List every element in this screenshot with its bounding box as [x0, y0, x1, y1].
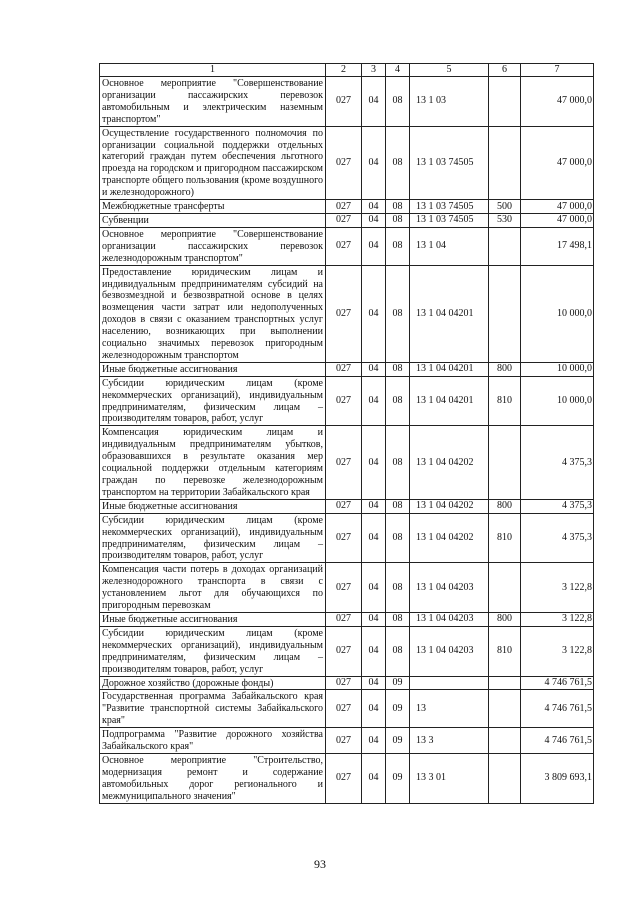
item-name: Иные бюджетные ассигнования	[100, 499, 326, 513]
section-code: 04	[362, 728, 386, 754]
amount: 17 498,1	[521, 227, 594, 265]
section-code: 04	[362, 200, 386, 214]
item-name: Основное мероприятие "Строительство, модернизация ремонт и содержание автомобильных дорог регионального и межмуниципального значения"	[100, 753, 326, 803]
amount: 3 122,8	[521, 612, 594, 626]
amount: 4 746 761,5	[521, 676, 594, 690]
item-name: Дорожное хозяйство (дорожные фонды)	[100, 676, 326, 690]
target-article-code: 13 1 03	[410, 77, 489, 127]
item-name: Субвенции	[100, 213, 326, 227]
amount: 3 122,8	[521, 626, 594, 676]
table-row	[100, 753, 594, 803]
table-row	[100, 426, 594, 499]
section-code: 04	[362, 376, 386, 426]
subsection-code: 08	[386, 499, 410, 513]
expense-type-code: 500	[489, 200, 521, 214]
expense-type-code	[489, 753, 521, 803]
admin-code: 027	[326, 77, 362, 127]
target-article-code: 13 1 04 04202	[410, 426, 489, 499]
table-row	[100, 376, 594, 426]
page-number: 93	[314, 857, 326, 871]
amount: 4 375,3	[521, 499, 594, 513]
table-row	[100, 563, 594, 613]
subsection-code: 08	[386, 626, 410, 676]
table-row	[100, 612, 594, 626]
target-article-code: 13 3	[410, 728, 489, 754]
subsection-code: 08	[386, 227, 410, 265]
amount: 4 746 761,5	[521, 690, 594, 728]
expense-type-code: 800	[489, 499, 521, 513]
expense-type-code: 800	[489, 362, 521, 376]
target-article-code	[410, 676, 489, 690]
subsection-code: 08	[386, 265, 410, 362]
admin-code: 027	[326, 690, 362, 728]
admin-code: 027	[326, 563, 362, 613]
item-name: Подпрограмма "Развитие дорожного хозяйства Забайкальского края"	[100, 728, 326, 754]
target-article-code: 13 1 04 04203	[410, 563, 489, 613]
amount: 4 375,3	[521, 513, 594, 563]
admin-code: 027	[326, 213, 362, 227]
table-row	[100, 200, 594, 214]
table-body	[100, 64, 594, 804]
section-code: 04	[362, 499, 386, 513]
table-row	[100, 265, 594, 362]
amount: 3 809 693,1	[521, 753, 594, 803]
subsection-code: 08	[386, 513, 410, 563]
section-code: 04	[362, 690, 386, 728]
column-header: 1	[100, 64, 326, 77]
section-code: 04	[362, 513, 386, 563]
admin-code: 027	[326, 612, 362, 626]
target-article-code: 13 1 04 04201	[410, 376, 489, 426]
admin-code: 027	[326, 265, 362, 362]
admin-code: 027	[326, 728, 362, 754]
amount: 10 000,0	[521, 362, 594, 376]
header-row	[100, 64, 594, 77]
expense-type-code: 810	[489, 513, 521, 563]
section-code: 04	[362, 426, 386, 499]
subsection-code: 09	[386, 753, 410, 803]
section-code: 04	[362, 126, 386, 199]
amount: 47 000,0	[521, 200, 594, 214]
item-name: Государственная программа Забайкальского края "Развитие транспортной системы Забайкальского края"	[100, 690, 326, 728]
item-name: Компенсация юридическим лицам и индивидуальным предпринимателям убытков, образовавшихся в результате оказания мер социальной поддержки отдельным категориям граждан по перевозке железнодорожным транспортом на территории Забайкальского края	[100, 426, 326, 499]
expense-type-code: 800	[489, 612, 521, 626]
target-article-code: 13 1 04 04203	[410, 612, 489, 626]
expense-type-code: 810	[489, 626, 521, 676]
amount: 4 746 761,5	[521, 728, 594, 754]
target-article-code: 13 1 03 74505	[410, 213, 489, 227]
item-name: Иные бюджетные ассигнования	[100, 612, 326, 626]
expense-type-code	[489, 126, 521, 199]
target-article-code: 13 3 01	[410, 753, 489, 803]
target-article-code: 13 1 04 04202	[410, 499, 489, 513]
item-name: Компенсация части потерь в доходах организаций железнодорожного транспорта в связи с установлением льгот для обучающихся по пригородным перевозкам	[100, 563, 326, 613]
admin-code: 027	[326, 426, 362, 499]
section-code: 04	[362, 563, 386, 613]
section-code: 04	[362, 753, 386, 803]
item-name: Предоставление юридическим лицам и индивидуальным предпринимателям субсидий на безвозмездной и безвозвратной основе в целях возмещения части затрат или недополученных доходов в связи с оказанием транспортных услуг населению, возникающих при выполнении социально значимых перевозок пригородным железнодорожным транспортом	[100, 265, 326, 362]
table-row	[100, 513, 594, 563]
item-name: Межбюджетные трансферты	[100, 200, 326, 214]
table-row	[100, 690, 594, 728]
expense-type-code	[489, 77, 521, 127]
expense-type-code: 810	[489, 376, 521, 426]
table-row	[100, 77, 594, 127]
table-row	[100, 362, 594, 376]
section-code: 04	[362, 265, 386, 362]
section-code: 04	[362, 676, 386, 690]
amount: 10 000,0	[521, 265, 594, 362]
item-name: Осуществление государственного полномочия по организации социальной поддержки отдельных категорий граждан путем обеспечения льготного проезда на городском и пригородном пассажирском транспорте общего пользования (кроме воздушного и железнодорожного)	[100, 126, 326, 199]
table-row	[100, 227, 594, 265]
budget-table	[99, 63, 594, 804]
amount: 47 000,0	[521, 77, 594, 127]
expense-type-code	[489, 227, 521, 265]
admin-code: 027	[326, 676, 362, 690]
table-row	[100, 126, 594, 199]
target-article-code: 13 1 04 04201	[410, 265, 489, 362]
table-row	[100, 626, 594, 676]
section-code: 04	[362, 612, 386, 626]
section-code: 04	[362, 362, 386, 376]
item-name: Субсидии юридическим лицам (кроме некоммерческих организаций), индивидуальным предпринимателям, физическим лицам – производителям товаров, работ, услуг	[100, 376, 326, 426]
table-row	[100, 499, 594, 513]
expense-type-code	[489, 676, 521, 690]
amount: 47 000,0	[521, 126, 594, 199]
target-article-code: 13 1 04	[410, 227, 489, 265]
subsection-code: 09	[386, 728, 410, 754]
subsection-code: 08	[386, 213, 410, 227]
section-code: 04	[362, 213, 386, 227]
target-article-code: 13	[410, 690, 489, 728]
section-code: 04	[362, 77, 386, 127]
column-header: 4	[386, 64, 410, 77]
expense-type-code: 530	[489, 213, 521, 227]
subsection-code: 08	[386, 376, 410, 426]
item-name: Субсидии юридическим лицам (кроме некоммерческих организаций), индивидуальным предпринимателям, физическим лицам – производителям товаров, работ, услуг	[100, 513, 326, 563]
subsection-code: 08	[386, 563, 410, 613]
subsection-code: 08	[386, 200, 410, 214]
admin-code: 027	[326, 126, 362, 199]
amount: 3 122,8	[521, 563, 594, 613]
amount: 10 000,0	[521, 376, 594, 426]
table-row	[100, 676, 594, 690]
amount: 47 000,0	[521, 213, 594, 227]
subsection-code: 08	[386, 126, 410, 199]
admin-code: 027	[326, 227, 362, 265]
admin-code: 027	[326, 513, 362, 563]
column-header: 6	[489, 64, 521, 77]
expense-type-code	[489, 690, 521, 728]
column-header: 2	[326, 64, 362, 77]
target-article-code: 13 1 03 74505	[410, 126, 489, 199]
item-name: Основное мероприятие "Совершенствование организации пассажирских перевозок автомобильным и электрическим наземным транспортом"	[100, 77, 326, 127]
item-name: Основное мероприятие "Совершенствование организации пассажирских перевозок железнодорожным транспортом"	[100, 227, 326, 265]
item-name: Иные бюджетные ассигнования	[100, 362, 326, 376]
target-article-code: 13 1 04 04201	[410, 362, 489, 376]
target-article-code: 13 1 04 04203	[410, 626, 489, 676]
expense-type-code	[489, 563, 521, 613]
admin-code: 027	[326, 362, 362, 376]
subsection-code: 08	[386, 77, 410, 127]
section-code: 04	[362, 626, 386, 676]
subsection-code: 09	[386, 690, 410, 728]
item-name: Субсидии юридическим лицам (кроме некоммерческих организаций), индивидуальным предпринимателям, физическим лицам – производителям товаров, работ, услуг	[100, 626, 326, 676]
admin-code: 027	[326, 753, 362, 803]
admin-code: 027	[326, 376, 362, 426]
section-code: 04	[362, 227, 386, 265]
admin-code: 027	[326, 200, 362, 214]
column-header: 3	[362, 64, 386, 77]
column-header: 7	[521, 64, 594, 77]
admin-code: 027	[326, 499, 362, 513]
expense-type-code	[489, 265, 521, 362]
expense-type-code	[489, 426, 521, 499]
table-row	[100, 728, 594, 754]
subsection-code: 08	[386, 426, 410, 499]
subsection-code: 08	[386, 362, 410, 376]
subsection-code: 09	[386, 676, 410, 690]
amount: 4 375,3	[521, 426, 594, 499]
column-header: 5	[410, 64, 489, 77]
target-article-code: 13 1 03 74505	[410, 200, 489, 214]
table-row	[100, 213, 594, 227]
admin-code: 027	[326, 626, 362, 676]
expense-type-code	[489, 728, 521, 754]
subsection-code: 08	[386, 612, 410, 626]
target-article-code: 13 1 04 04202	[410, 513, 489, 563]
